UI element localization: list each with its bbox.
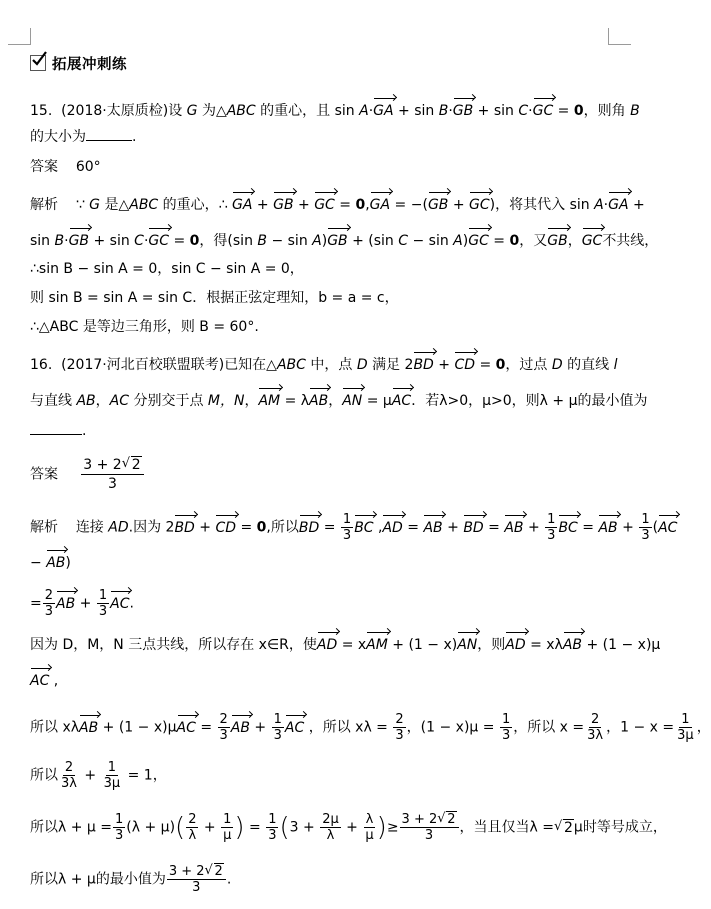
q15-answer: 答案 60°: [30, 159, 101, 175]
q16-answer: 答案 $\frac{3 + 2√ 2}{3}$: [30, 456, 145, 493]
q16-stem-line1: 16. (2017·河北百校联盟联考)已知在△ABC 中，点 D 满足 2BD + CD = 0，过点 D 的直线 l: [30, 354, 617, 376]
q15-analysis-line2: sin B·GB + sin C·GC = 0，得(sin B − sin A)GB + (sin C − sin A)GC = 0，又GB，GC不共线，: [30, 230, 658, 252]
crop-mark-top-right: [608, 28, 631, 45]
q15-analysis-line3: ∴sin B − sin A = 0，sin C − sin A = 0，: [30, 261, 304, 277]
q15-stem-line2: 的大小为 .: [30, 129, 137, 145]
q16-analysis-line6: 所以 xλAB + (1 − x)μAC = $\frac{2}{3}$ AB + $\frac{1}{3}$ AC ，所以 xλ = $\frac{2}{3}$ ，(1 − x)μ = $\frac{1}{3}$ ，所以 x = $\frac{2}{3\lambda}$ ，1 − x = $\frac{1}{3\mu}$ ，: [30, 712, 711, 743]
q15-analysis-line4: 则 sin B = sin A = sin C．根据正弦定理知，b = a = c，: [30, 290, 399, 306]
crop-mark-top-left: [8, 28, 31, 45]
q16-analysis-line9: 所以λ + μ的最小值为 $\frac{3 + 2√ 2}{3}$ .: [30, 864, 231, 895]
q16-analysis-line4: 因为 D，M，N 三点共线，所以存在 x∈R，使AD = xAM + (1 − x)AN，则AD = xλAB + (1 − x)μ: [30, 634, 660, 656]
q15-analysis-line1: 解析 ∵ G 是△ABC 的重心，∴ GA + GB + GC = 0,GA = −(GB + GC)，将其代入 sin A·GA +: [30, 194, 645, 216]
q16-analysis-line2: − AB): [30, 552, 71, 574]
q16-analysis-line3: = $\frac{2}{3}$ AB + $\frac{1}{3}$ AC.: [30, 588, 134, 619]
q15-stem-line1: 15. (2018·太原质检)设 G 为△ABC 的重心，且 sin A·GA + sin B·GB + sin C·GC = 0，则角 B: [30, 100, 640, 122]
section-header: [30, 52, 127, 74]
q16-analysis-line1: 解析 连接 AD.因为 2BD + CD = 0,所以BD = $\frac{1}{3}$ BC ,AD = AB + BD = AB + $\frac{1}{3}$ BC = AB + $\frac{1}{3}$ (AC: [30, 512, 678, 543]
section-title: 拓展冲刺练: [52, 56, 127, 73]
q15-analysis-line5: ∴△ABC 是等边三角形，则 B = 60°.: [30, 319, 259, 335]
q16-stem-line2: 与直线 AB，AC 分别交于点 M，N，AM = λAB，AN = μAC．若λ>0，μ>0，则λ + μ的最小值为: [30, 390, 648, 412]
q16-analysis-line7: 所以 $\frac{2}{3\lambda}$ + $\frac{1}{3\mu}$ = 1，: [30, 760, 167, 791]
q16-stem-line3: .: [30, 420, 86, 442]
q16-analysis-line5: AC ,: [30, 670, 58, 692]
checkbox-icon: [30, 55, 46, 71]
q16-analysis-line8: 所以λ + μ = $\frac{1}{3}$ (λ + μ)( $\frac{2}{\lambda}$ + $\frac{1}{\mu}$ ) = $\frac{1}{3}$ (3 + $\frac{2\mu}{\lambda}$ + $\frac{\lambda}{\mu}$ )≥ $\frac{3 + 2√ 2}{3}$ ，当且仅当λ =√ 2μ时等号成立，: [30, 812, 667, 843]
